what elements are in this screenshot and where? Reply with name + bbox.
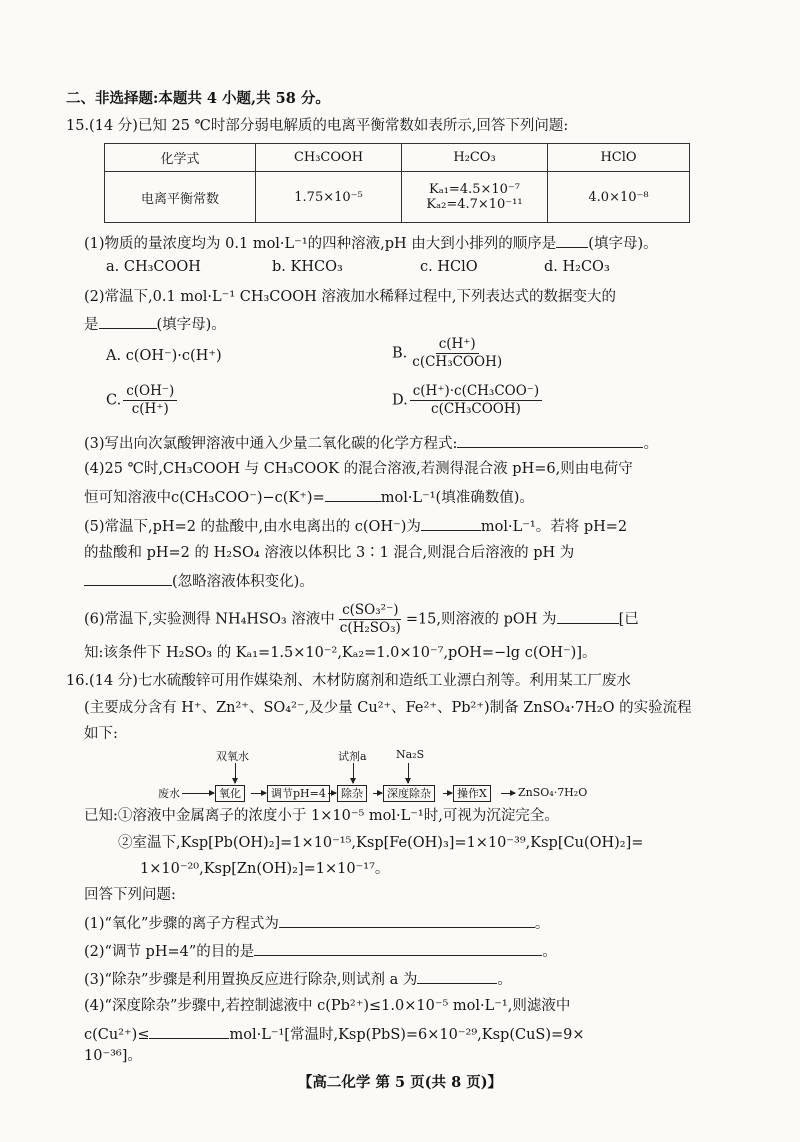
option-D-fraction: [410, 383, 542, 418]
process-flowchart: [158, 748, 638, 808]
answer-blank[interactable]: [557, 608, 619, 624]
q15-part6-fraction: [337, 602, 404, 637]
table-header-ch3cooh: CH₃COOH: [256, 144, 402, 172]
q16-answer-intro: 回答下列问题:: [84, 887, 176, 903]
h2co3-k2: Kₐ₂=4.7×10⁻¹¹: [426, 197, 523, 212]
q15-part6-line1: [84, 602, 639, 637]
option-C-label: C.: [106, 392, 122, 409]
answer-blank[interactable]: [556, 232, 588, 248]
q16-stem-line2: (主要成分含有 H⁺、Zn²⁺、SO₄²⁻,及少量 Cu²⁺、Fe²⁺、Pb²⁺)制备 ZnSO₄·7H₂O 的实验流程: [84, 700, 692, 716]
arrow-right: [182, 793, 214, 794]
q16-known2-line1: ②室温下,Ksp[Pb(OH)₂]=1×10⁻¹⁵,Ksp[Fe(OH)₃]=1×10⁻³⁹,Ksp[Cu(OH)₂]=: [118, 835, 644, 851]
q15-part6-line2: 知:该条件下 H₂SO₃ 的 Kₐ₁=1.5×10⁻²,Kₐ₂=1.0×10⁻⁷,pOH=−lg c(OH⁻)]。: [84, 645, 597, 661]
q15-part1-text: (1)物质的量浓度均为 0.1 mol·L⁻¹的四种溶液,pH 由大到小排列的顺序是: [84, 236, 557, 252]
q15-part5-tail: mol·L⁻¹。若将 pH=2: [480, 519, 628, 535]
q15-part4-line1: (4)25 ℃时,CH₃COOH 与 CH₃COOK 的混合溶液,若测得混合液 pH=6,则由电荷守: [84, 461, 633, 477]
option-B: [392, 336, 507, 371]
option-D: [392, 383, 544, 418]
q15-part5-line1: [84, 515, 627, 537]
q15-part5-line3-tail: (忽略溶液体积变化)。: [172, 574, 314, 590]
q15-part1: [84, 232, 658, 254]
option-d: d. H₂CO₃: [544, 259, 610, 275]
answer-blank[interactable]: [457, 432, 643, 448]
q16-part4-text: c(Cu²⁺)≤: [84, 1027, 150, 1043]
q15-part2-shi: 是: [84, 317, 99, 333]
q16-part4-text2: mol·L⁻¹[常温时,Ksp(PbS)=6×10⁻²⁹,Ksp(CuS)=9×: [229, 1027, 585, 1043]
answer-blank[interactable]: [254, 940, 542, 956]
q15-part3-text: (3)写出向次氯酸钾溶液中通入少量二氧化碳的化学方程式:: [84, 436, 458, 452]
q15-part6-text2: =15,则溶液的 pOH 为: [405, 611, 557, 628]
flow-output: ZnSO₄·7H₂O: [518, 786, 588, 799]
arrow-down: [408, 763, 409, 783]
q15-part6-text: (6)常温下,实验测得 NH₄HSO₃ 溶液中: [84, 611, 335, 628]
period: 。: [542, 944, 557, 960]
reagent-h2o2: 双氧水: [216, 750, 249, 763]
arrow-down: [235, 763, 236, 783]
fraction-numerator: c(H⁺)·c(CH₃COO⁻): [410, 383, 542, 401]
q16-known1: 已知:①溶液中金属离子的浓度小于 1×10⁻⁵ mol·L⁻¹时,可视为沉淀完全。: [84, 808, 559, 824]
arrow-right: [328, 793, 336, 794]
fraction-denominator: c(H⁺): [131, 401, 169, 417]
q16-part4-line1: (4)“深度除杂”步骤中,若控制滤液中 c(Pb²⁺)≤1.0×10⁻⁵ mol·L⁻¹,则滤液中: [84, 998, 571, 1014]
q15-part2-line1: (2)常温下,0.1 mol·L⁻¹ CH₃COOH 溶液加水稀释过程中,下列表达式的数据变大的: [84, 289, 617, 305]
table-cell-hclo: 4.0×10⁻⁸: [548, 172, 690, 223]
q16-part4-line3: 10⁻³⁶]。: [84, 1048, 142, 1064]
q16-part4-line2: [84, 1023, 585, 1045]
h2co3-k1: Kₐ₁=4.5×10⁻⁷: [428, 182, 520, 197]
q15-part5-line3: [84, 570, 314, 592]
option-C: [106, 383, 179, 418]
arrow-right: [443, 793, 452, 794]
reagent-na2s: Na₂S: [396, 748, 425, 761]
step-deep-removal: 深度除杂: [383, 785, 435, 802]
step-operation-x: 操作X: [453, 785, 491, 802]
table-row-label: 电离平衡常数: [105, 172, 256, 223]
option-B-label: B.: [392, 345, 408, 362]
table-header-hclo: HClO: [548, 144, 690, 172]
q15-part5-line2: 的盐酸和 pH=2 的 H₂SO₄ 溶液以体积比 3∶1 混合,则混合后溶液的 pH 为: [84, 545, 575, 561]
fraction-numerator: c(H⁺): [436, 336, 479, 354]
option-D-label: D.: [392, 392, 408, 409]
q15-part5-text: (5)常温下,pH=2 的盐酸中,由水电离出的 c(OH⁻)为: [84, 519, 421, 535]
reagent-a: 试剂a: [338, 750, 367, 763]
answer-blank[interactable]: [84, 570, 172, 586]
arrow-right: [373, 793, 382, 794]
table-cell-ch3cooh: 1.75×10⁻⁵: [256, 172, 402, 223]
table-header-formula: 化学式: [105, 144, 256, 172]
fraction-denominator: c(H₂SO₃): [339, 620, 401, 636]
q16-part3: [84, 968, 512, 990]
step-impurity-removal: 除杂: [337, 785, 367, 802]
q15-part3-tail: 。: [643, 436, 658, 452]
fraction-numerator: c(OH⁻): [123, 383, 177, 401]
answer-blank[interactable]: [325, 486, 381, 502]
q15-part4-tail: mol·L⁻¹(填准确数值)。: [380, 490, 534, 506]
period: 。: [534, 916, 550, 932]
ionization-constant-table: [104, 143, 690, 223]
q16-known2-line2: 1×10⁻²⁰,Ksp[Zn(OH)₂]=1×10⁻¹⁷。: [140, 861, 390, 877]
option-c: c. HClO: [420, 259, 478, 275]
arrow-right: [501, 793, 515, 794]
option-C-fraction: [123, 383, 177, 418]
step-oxidation: 氧化: [215, 785, 245, 802]
q16-part2-text: (2)“调节 pH=4”的目的是: [84, 944, 255, 960]
q15-part1-tail: (填字母)。: [588, 236, 658, 252]
section-title: 二、非选择题:本题共 4 小题,共 58 分。: [66, 90, 330, 107]
table-cell-h2co3: [402, 172, 548, 223]
q16-part2: [84, 940, 557, 962]
answer-blank[interactable]: [421, 515, 481, 531]
option-A: A. c(OH⁻)·c(H⁺): [106, 348, 222, 364]
q15-part4-text: 恒可知溶液中c(CH₃COO⁻)−c(K⁺)=: [84, 490, 325, 506]
q16-stem-line1: 16.(14 分)七水硫酸锌可用作媒染剂、木材防腐剂和造纸工业漂白剂等。利用某工厂废水: [66, 673, 631, 689]
option-B-fraction: [409, 336, 505, 371]
table-header-h2co3: H₂CO₃: [402, 144, 548, 172]
answer-blank[interactable]: [99, 313, 157, 329]
q15-part2-line2: [84, 313, 226, 335]
step-adjust-ph: 调节pH=4: [267, 785, 330, 802]
period: 。: [497, 972, 512, 988]
q15-part4-line2: [84, 486, 534, 508]
answer-blank[interactable]: [417, 968, 497, 984]
q15-part3: [84, 432, 658, 454]
q16-part3-text: (3)“除杂”步骤是利用置换反应进行除杂,则试剂 a 为: [84, 972, 418, 988]
q16-part1-text: (1)“氧化”步骤的离子方程式为: [84, 916, 279, 932]
answer-blank[interactable]: [279, 912, 535, 928]
fraction-denominator: c(CH₃COOH): [431, 401, 521, 417]
fraction-denominator: c(CH₃COOH): [412, 354, 503, 370]
q15-stem: 15.(14 分)已知 25 ℃时部分弱电解质的电离平衡常数如表所示,回答下列问题:: [66, 118, 569, 134]
flow-input: 废水: [158, 787, 180, 800]
q15-part2-tail: (填字母)。: [156, 317, 226, 333]
page-footer: 【高二化学 第 5 页(共 8 页)】: [297, 1074, 503, 1091]
option-a: a. CH₃COOH: [106, 259, 201, 275]
fraction-numerator: c(SO₃²⁻): [339, 602, 401, 620]
arrow-right: [251, 793, 266, 794]
q16-part1: [84, 912, 549, 934]
arrow-down: [353, 763, 354, 783]
option-b: b. KHCO₃: [272, 259, 343, 275]
answer-blank[interactable]: [149, 1023, 229, 1039]
q16-stem-line3: 如下:: [84, 726, 118, 742]
q15-part6-text3: [已: [618, 611, 639, 628]
